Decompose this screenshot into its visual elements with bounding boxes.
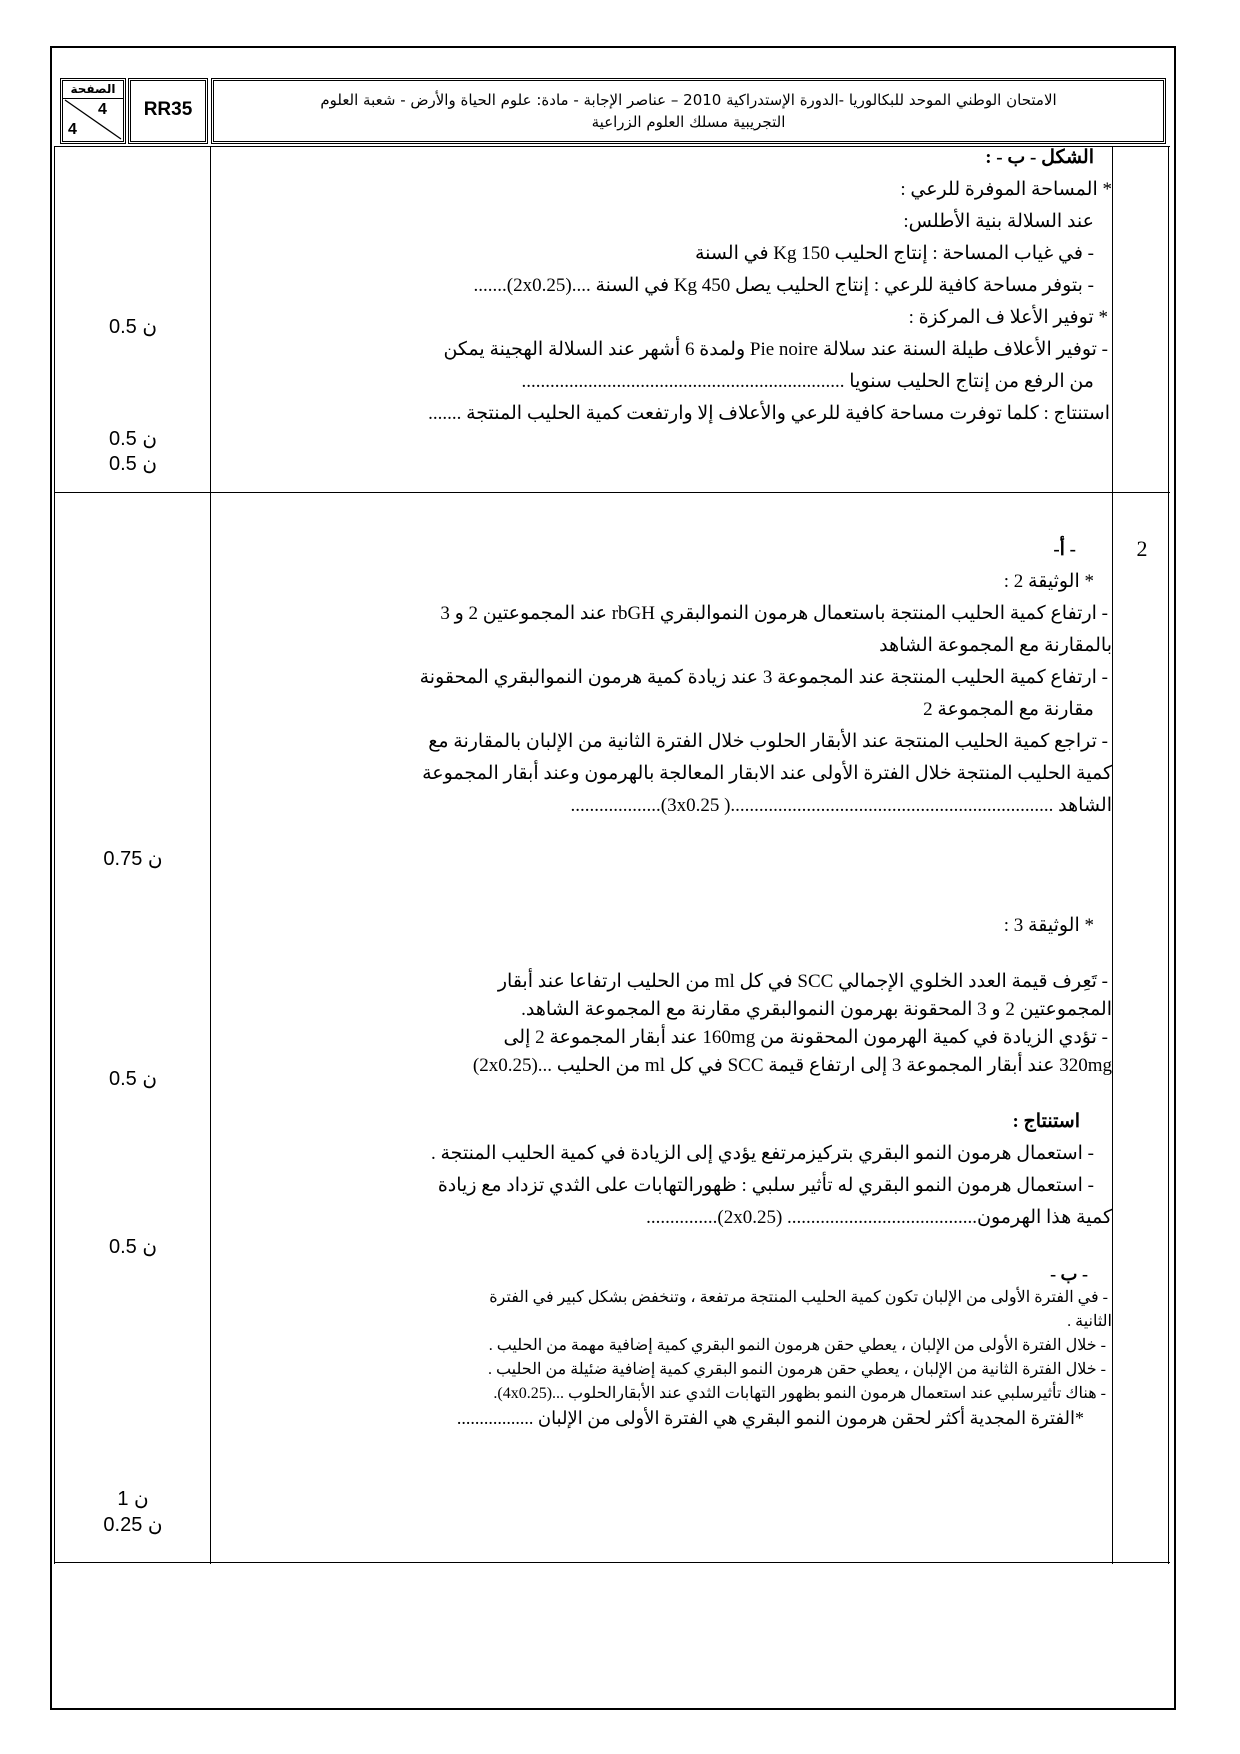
doc2-line: مقارنة مع المجموعة 2 <box>923 699 1094 720</box>
page-number-box <box>60 78 126 144</box>
part1-line: عند السلالة بنية الأطلس: <box>903 211 1094 232</box>
page-current: 4 <box>98 101 107 118</box>
part1-heading: الشكل - ب - : <box>985 147 1094 168</box>
mark: 0.25 ن <box>103 1514 163 1536</box>
mark: 0.5 ن <box>108 1236 158 1258</box>
b-line: - هناك تأثيرسلبي عند استعمال هرمون النمو بظهور التهابات الثدي عند الأبقارالحلوب ...(4x0.25). <box>493 1385 1106 1402</box>
table-divider-question <box>1112 146 1113 1564</box>
conclusion-title: استنتاج : <box>1012 1111 1080 1132</box>
exam-code: RR35 <box>128 78 208 144</box>
exam-title <box>211 78 1166 144</box>
conclusion-line: كمية هذا الهرمون........................................ (2x0.25)............... <box>646 1207 1112 1228</box>
doc2-line: - تراجع كمية الحليب المنتجة عند الأبقار الحلوب خلال الفترة الثانية من الإلبان بالمقارنة مع <box>428 731 1108 752</box>
exam-header <box>54 78 1170 144</box>
part1-line: - توفير الأعلاف طيلة السنة عند سلالة Pie noire ولمدة 6 أشهر عند السلالة الهجينة يمكن <box>443 339 1108 360</box>
mark: 0.5 ن <box>108 453 158 475</box>
part2-conclusion <box>212 1106 1112 1234</box>
b-last-line: *الفترة المجدية أكثر لحقن هرمون النمو البقري هي الفترة الأولى من الإلبان ................. <box>456 1408 1084 1428</box>
sub-question-a: - أ- <box>1053 539 1076 560</box>
doc2-line: بالمقارنة مع المجموعة الشاهد <box>879 635 1112 656</box>
part1-line: * المساحة الموفرة للرعي : <box>900 179 1112 200</box>
b-line: - خلال الفترة الأولى من الإلبان ، يعطي حقن هرمون النمو البقري كمية إضافية مهمة من الحليب . <box>488 1337 1106 1354</box>
part2-doc2 <box>212 534 1112 822</box>
mark: 0.5 ن <box>108 1068 158 1090</box>
table-border-bottom <box>54 1562 1170 1563</box>
b-line: الثانية . <box>1067 1313 1112 1330</box>
b-line: - في الفترة الأولى من الإلبان تكون كمية الحليب المنتجة مرتفعة ، وتنخفض بشكل كبير في الفترة <box>489 1289 1108 1306</box>
exam-title-line1: الامتحان الوطني الموحد للبكالوريا -الدورة الإستدراكية 2010 – عناصر الإجابة - مادة: علوم الحياة والأرض - شعبة العلوم <box>320 91 1057 109</box>
page-total: 4 <box>68 121 77 138</box>
doc3-line: 320mg عند أبقار المجموعة 3 إلى ارتفاع قيمة SCC في كل ml من الحليب ...(2x0.25) <box>472 1055 1112 1076</box>
doc2-line: الشاهد ....................................................................( 3x0.25)................... <box>570 795 1112 816</box>
part2-doc3 <box>212 910 1112 942</box>
part1-conclusion: استنتاج : كلما توفرت مساحة كافية للرعي والأعلاف إلا وارتفعت كمية الحليب المنتجة ....... <box>428 403 1110 424</box>
doc3-title: * الوثيقة 3 : <box>1003 915 1094 936</box>
part1-line: - بتوفر مساحة كافية للرعي : إنتاج الحليب يصل 450 Kg في السنة ....(2x0.25)....... <box>473 275 1094 296</box>
conclusion-line: - استعمال هرمون النمو البقري بتركيزمرتفع يؤدي إلى الزيادة في كمية الحليب المنتجة . <box>431 1143 1094 1164</box>
table-border-right <box>1168 146 1169 1564</box>
mark: 1 ن <box>117 1488 149 1510</box>
doc2-title: * الوثيقة 2 : <box>1003 571 1094 592</box>
mark: 0.75 ن <box>103 848 163 870</box>
part2-doc3-lines <box>212 968 1112 1080</box>
doc2-line: - ارتفاع كمية الحليب المنتجة باستعمال هرمون النموالبقري rbGH عند المجموعتين 2 و 3 <box>440 603 1108 624</box>
part1-line: من الرفع من إنتاج الحليب سنويا .................................................................... <box>521 371 1094 392</box>
part2-b <box>212 1262 1112 1430</box>
exam-title-line2: التجريبية مسلك العلوم الزراعية <box>591 113 786 131</box>
part1-answer <box>212 142 1112 430</box>
b-line: - خلال الفترة الثانية من الإلبان ، يعطي حقن هرمون النمو البقري كمية إضافية ضئيلة من الحليب . <box>487 1361 1106 1378</box>
doc3-line: - تَعِرف قيمة العدد الخلوي الإجمالي SCC في كل ml من الحليب ارتفاعا عند أبقار <box>497 971 1108 992</box>
page-label: الصفحة <box>63 81 123 99</box>
doc3-line: المجموعتين 2 و 3 المحقونة بهرمون النموالبقري مقارنة مع المجموعة الشاهد. <box>521 999 1112 1020</box>
answer-table <box>54 146 1170 1564</box>
doc2-line: - ارتفاع كمية الحليب المنتجة عند المجموعة 3 عند زيادة كمية هرمون النموالبقري المحقونة <box>419 667 1108 688</box>
mark: 0.5 ن <box>108 428 158 450</box>
doc2-line: كمية الحليب المنتجة خلال الفترة الأولى عند الابقار المعالجة بالهرمون وعند أبقار المجموعة <box>422 763 1112 784</box>
question-number: 2 <box>1136 536 1148 561</box>
doc3-line: - تؤدي الزيادة في كمية الهرمون المحقونة من 160mg عند أبقار المجموعة 2 إلى <box>503 1027 1108 1048</box>
table-row-divider <box>54 492 1170 493</box>
conclusion-line: - استعمال هرمون النمو البقري له تأثير سلبي : ظهورالتهابات على الثدي تزداد مع زيادة <box>437 1175 1094 1196</box>
part1-line: * توفير الأعلا ف المركزة : <box>908 307 1108 328</box>
sub-question-b: - ب - <box>1050 1264 1088 1284</box>
part1-line: - في غياب المساحة : إنتاج الحليب 150 Kg في السنة <box>694 243 1094 264</box>
mark: 0.5 ن <box>108 316 158 338</box>
